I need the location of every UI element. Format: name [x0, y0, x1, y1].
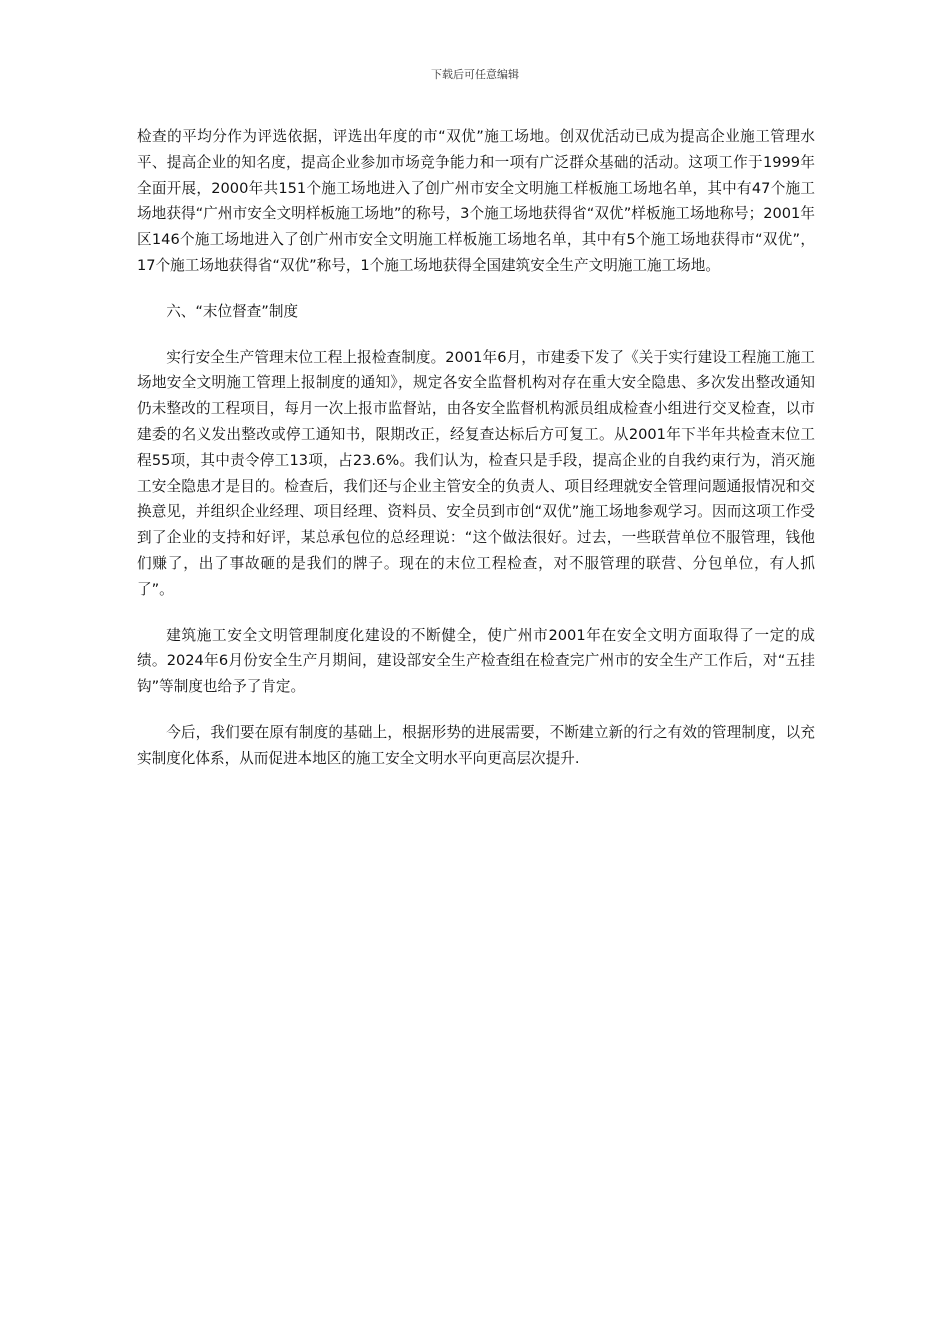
paragraph-shuangyou-results: 检查的平均分作为评选依据，评选出年度的市“双优”施工场地。创双优活动已成为提高企业施工管理水平、提高企业的知名度，提高企业参加市场竞争能力和一项有广泛群众基础的活动。这项工作于1999年全面开展，2000年共151个施工场地进入了创广州市安全文明施工样板施工场地名单，其中有47个施工场地获得“广州市安全文明样板施工场地”的称号，3个施工场地获得省“双优”样板施工场地称号；2001年区146个施工场地进入了创广州市安全文明施工样板施工场地名单，其中有5个施工场地获得市“双优”，17个施工场地获得省“双优”称号，1个施工场地获得全国建筑安全生产文明施工施工场地。 — [137, 128, 815, 274]
page-header: 下载后可任意编辑 — [431, 68, 519, 81]
paragraph-mowei-inspection: 实行安全生产管理末位工程上报检查制度。2001年6月，市建委下发了《关于实行建设工程施工施工场地安全文明施工管理上报制度的通知》，规定各安全监督机构对存在重大安全隐患、多次发出整改通知仍未整改的工程项目，每月一次上报市监督站，由各安全监督机构派员组成检查小组进行交叉检查，以市建委的名义发出整改或停工通知书，限期改正，经复查达标后方可复工。从2001年下半年共检查末位工程55项，其中责令停工13项，占23.6%。我们认为，检查只是手段，提高企业的自我约束行为，消灭施工安全隐患才是目的。检查后，我们还与企业主管安全的负责人、项目经理就安全管理问题通报情况和交换意见，并组织企业经理、项目经理、资料员、安全员到市创“双优”施工场地参观学习。因而这项工作受到了企业的支持和好评，某总承包位的总经理说：“这个做法很好。过去，一些联营单位不服管理，钱他们赚了，出了事故砸的是我们的牌子。现在的末位工程检查，对不服管理的联营、分包单位，有人抓了”。 — [137, 348, 815, 598]
document-body — [137, 124, 815, 792]
paragraph-future-plans: 今后，我们要在原有制度的基础上，根据形势的进展需要，不断建立新的行之有效的管理制度，以充实制度化体系，从而促进本地区的施工安全文明水平向更高层次提升. — [137, 723, 815, 767]
section-heading-mowei-ducha: 六、“末位督查”制度 — [166, 302, 299, 320]
paragraph-achievements: 建筑施工安全文明管理制度化建设的不断健全，使广州市2001年在安全文明方面取得了一定的成绩。2024年6月份安全生产月期间，建设部安全生产检查组在检查完广州市的安全生产工作后，对“五挂钩”等制度也给予了肯定。 — [137, 626, 815, 696]
